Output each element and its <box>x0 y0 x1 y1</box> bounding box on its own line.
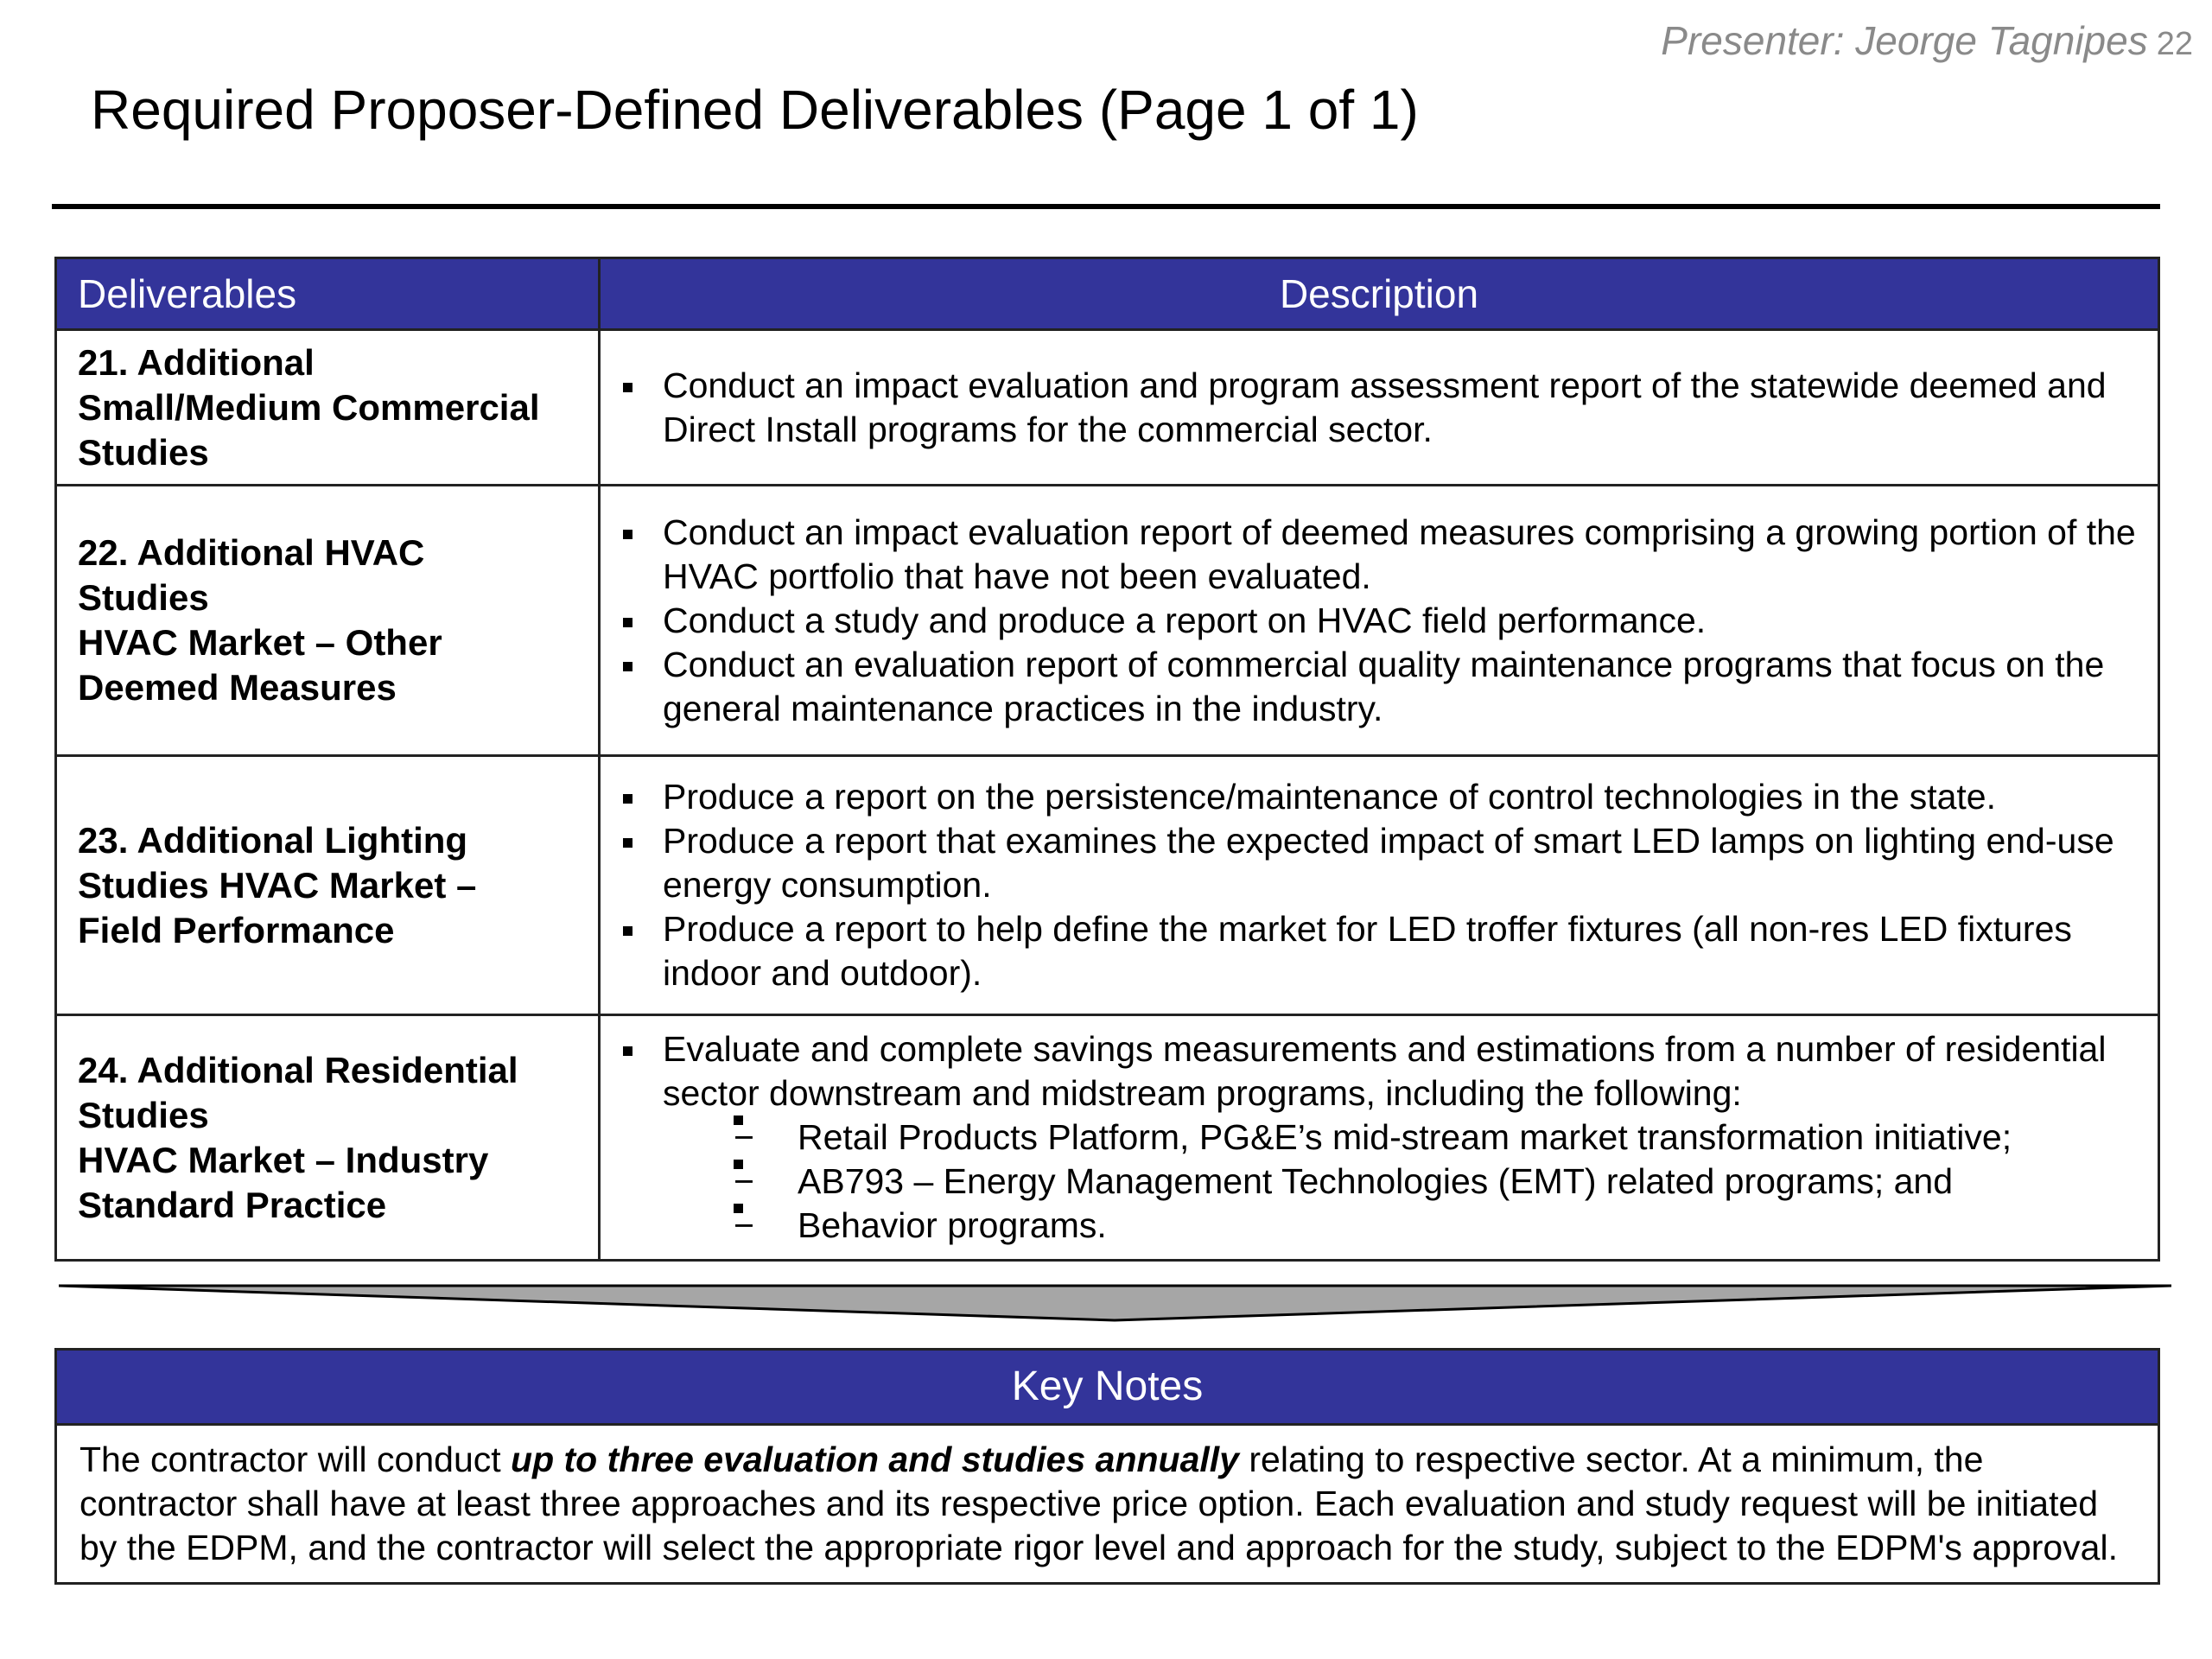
bullet-list <box>623 775 2137 995</box>
sub-bullet-item: − Behavior programs. <box>663 1204 2137 1248</box>
deliverable-cell <box>56 756 600 1015</box>
page-number: 22 <box>2156 26 2193 62</box>
bullet-item: Conduct an evaluation report of commercial quality maintenance programs that focus on the general maintenance practices in the industry. <box>623 643 2137 731</box>
bullet-text: Evaluate and complete savings measurements and estimations from a number of residential sector downstream and midstream programs, including the following: <box>663 1029 2107 1113</box>
bullet-list <box>623 1027 2137 1248</box>
presenter-name: Presenter: Jeorge Tagnipes <box>1661 18 2148 63</box>
deliverable-line: Deemed Measures <box>78 667 397 708</box>
deliverable-line: Standard Practice <box>78 1184 387 1225</box>
connector-shape <box>59 1286 2171 1320</box>
deliverables-table <box>54 257 2160 1262</box>
deliverable-line: Field Performance <box>78 909 395 950</box>
deliverable-line: HVAC Market – Other <box>78 622 442 663</box>
deliverable-cell <box>56 1015 600 1261</box>
sub-bullet-list <box>663 1116 2137 1248</box>
table-row <box>56 1015 2159 1261</box>
deliverable-line: HVAC Market – Industry <box>78 1139 489 1180</box>
description-cell <box>600 486 2159 756</box>
key-notes-emphasis: up to three evaluation and studies annually <box>511 1440 1239 1479</box>
key-notes-text-before: The contractor will conduct <box>79 1440 512 1479</box>
key-notes-body <box>57 1426 2158 1582</box>
deliverable-line: 24. Additional Residential <box>78 1049 518 1090</box>
table-row <box>56 756 2159 1015</box>
sub-bullet-item: − Retail Products Platform, PG&E’s mid-stream market transformation initiative; <box>663 1116 2137 1160</box>
key-notes-title: Key Notes <box>57 1351 2158 1426</box>
deliverable-cell <box>56 330 600 486</box>
bullet-list <box>623 511 2137 731</box>
title-divider <box>52 204 2160 209</box>
deliverable-line: Studies HVAC Market – <box>78 864 477 906</box>
bullet-item: Produce a report that examines the expected impact of smart LED lamps on lighting end-use energy consumption. <box>623 819 2137 907</box>
bullet-item <box>623 1027 2137 1248</box>
bullet-item: Conduct an impact evaluation and program assessment report of the statewide deemed and Direct Install programs for the commercial sector. <box>623 364 2137 452</box>
bullet-item: Produce a report to help define the market for LED troffer fixtures (all non-res LED fixtures indoor and outdoor). <box>623 907 2137 995</box>
deliverable-line: Studies <box>78 577 209 618</box>
deliverable-line: 23. Additional Lighting <box>78 819 468 861</box>
description-cell <box>600 330 2159 486</box>
down-arrow-connector <box>59 1281 2171 1322</box>
description-column-header: Description <box>600 258 2159 330</box>
description-cell <box>600 1015 2159 1261</box>
table-header-row <box>56 258 2159 330</box>
deliverable-line: 22. Additional HVAC <box>78 532 425 573</box>
bullet-list <box>623 364 2137 452</box>
key-notes-text-after: relating to respective sector. At a minimum, the contractor shall have at least three approaches and its respective price option. Each evaluation and study request will be initiated by the EDPM, and the contractor will select the appropriate rigor level and approach for the study, subject to the EDPM's approval. <box>79 1440 2118 1567</box>
bullet-item: Conduct a study and produce a report on HVAC field performance. <box>623 599 2137 643</box>
bullet-item: Conduct an impact evaluation report of deemed measures comprising a growing portion of the HVAC portfolio that have not been evaluated. <box>623 511 2137 599</box>
deliverable-cell <box>56 486 600 756</box>
bullet-item: Produce a report on the persistence/maintenance of control technologies in the state. <box>623 775 2137 819</box>
deliverable-line: Studies <box>78 431 209 473</box>
table-row <box>56 330 2159 486</box>
key-notes-box <box>54 1348 2160 1585</box>
description-cell <box>600 756 2159 1015</box>
table-row <box>56 486 2159 756</box>
deliverable-line: Studies <box>78 1094 209 1135</box>
presenter-label <box>1661 17 2193 64</box>
sub-bullet-item: − AB793 – Energy Management Technologies (EMT) related programs; and <box>663 1160 2137 1204</box>
deliverable-line: Small/Medium Commercial <box>78 386 540 428</box>
deliverables-column-header: Deliverables <box>56 258 600 330</box>
page-title: Required Proposer-Defined Deliverables (Page 1 of 1) <box>91 79 1419 141</box>
deliverable-line: 21. Additional <box>78 341 315 383</box>
